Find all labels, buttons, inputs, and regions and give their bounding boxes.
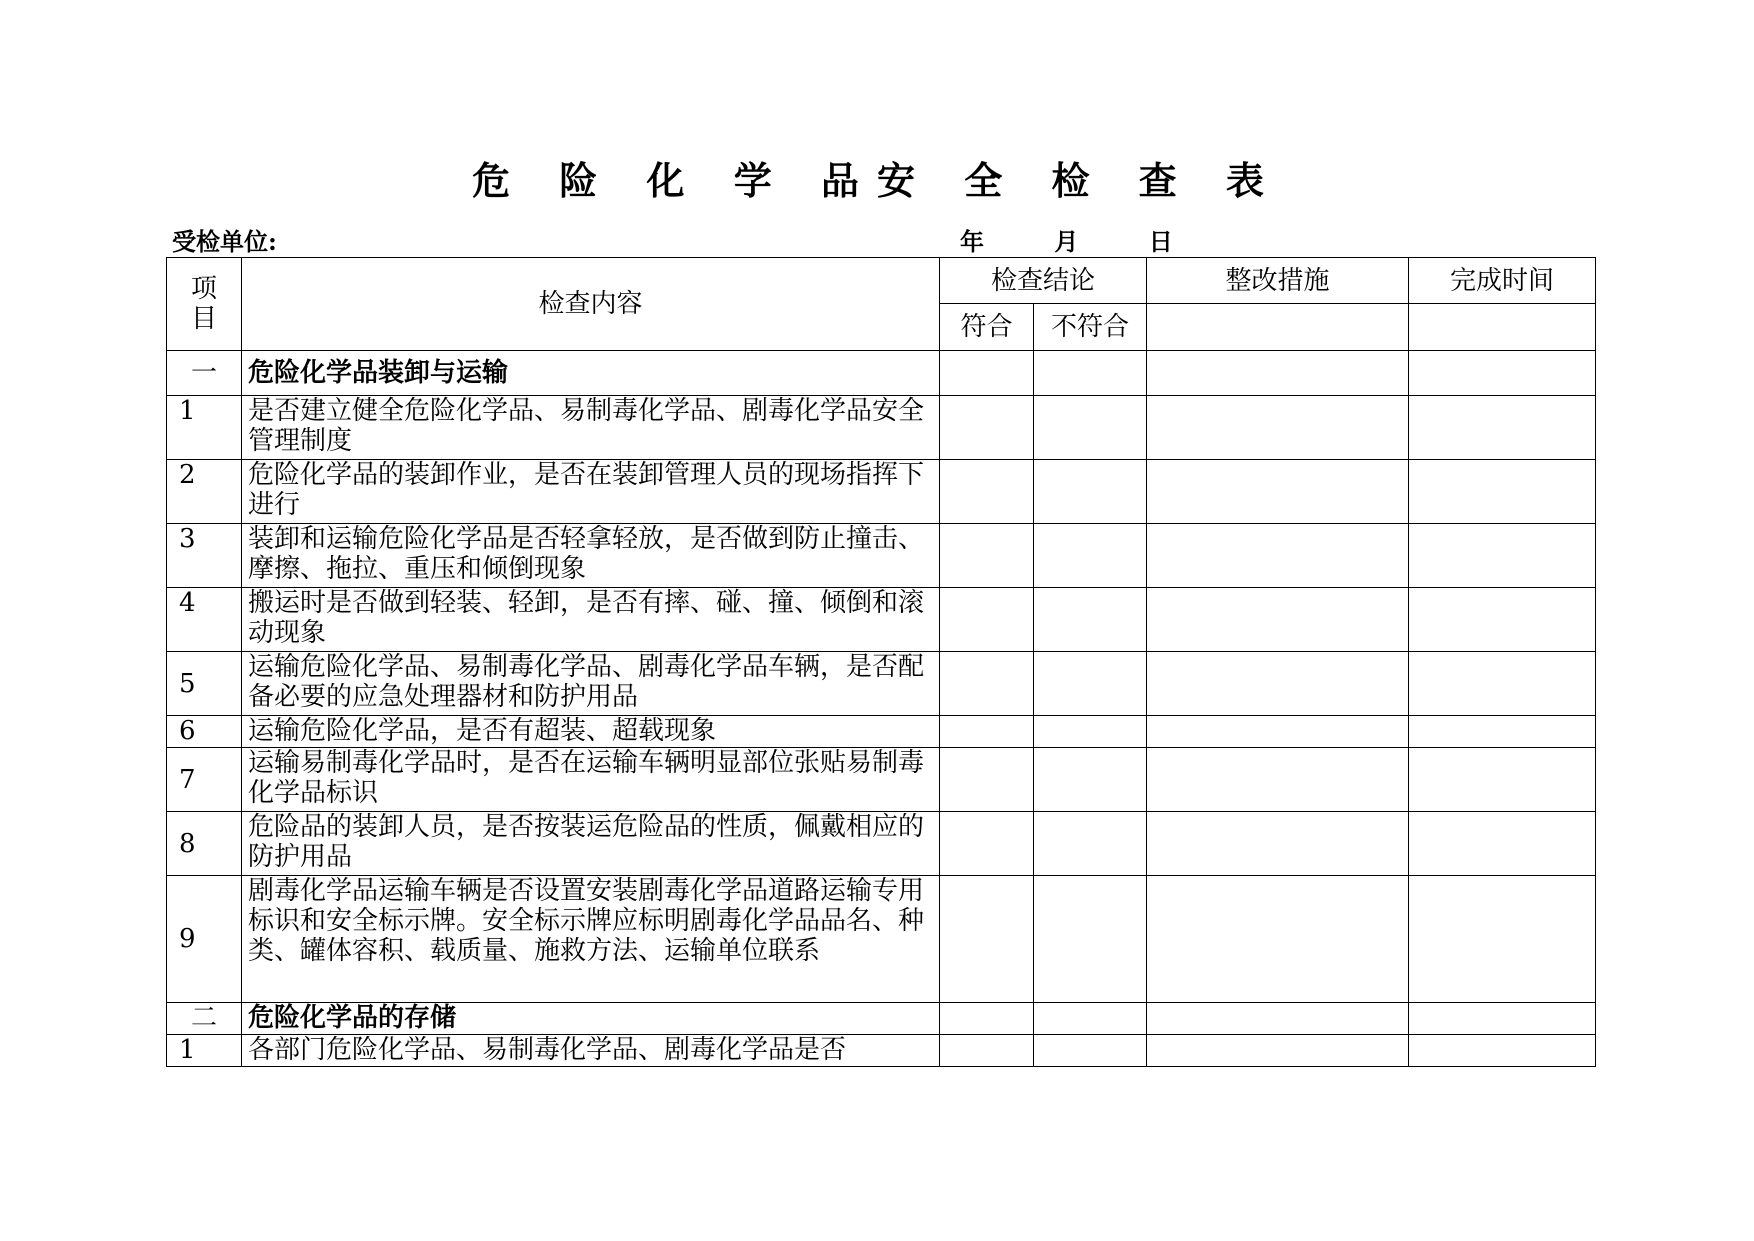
completion-time-cell[interactable] <box>1409 812 1596 876</box>
completion-time-cell[interactable] <box>1409 1035 1596 1067</box>
header-item <box>167 258 242 351</box>
header-completion-blank <box>1409 304 1596 351</box>
section-number: 二 <box>167 1003 242 1035</box>
nonconform-cell[interactable] <box>1034 1003 1147 1035</box>
table-row <box>167 524 1596 588</box>
nonconform-cell[interactable] <box>1034 524 1147 588</box>
row-number: 1 <box>167 396 242 460</box>
completion-time-cell[interactable] <box>1409 588 1596 652</box>
header-rectification-blank <box>1147 304 1409 351</box>
row-number: 5 <box>167 652 242 716</box>
row-number: 9 <box>167 876 242 1003</box>
rectification-cell[interactable] <box>1147 524 1409 588</box>
conform-cell[interactable] <box>940 652 1034 716</box>
conform-cell[interactable] <box>940 351 1034 396</box>
completion-time-cell[interactable] <box>1409 652 1596 716</box>
rectification-cell[interactable] <box>1147 876 1409 1003</box>
completion-time-cell[interactable] <box>1409 351 1596 396</box>
header-conform: 符合 <box>940 304 1034 351</box>
section-title: 危险化学品装卸与运输 <box>242 351 940 396</box>
rectification-cell[interactable] <box>1147 716 1409 748</box>
nonconform-cell[interactable] <box>1034 876 1147 1003</box>
nonconform-cell[interactable] <box>1034 460 1147 524</box>
table-row <box>167 396 1596 460</box>
rectification-cell[interactable] <box>1147 748 1409 812</box>
nonconform-cell[interactable] <box>1034 351 1147 396</box>
header-content: 检查内容 <box>242 258 940 351</box>
rectification-cell[interactable] <box>1147 812 1409 876</box>
row-content: 危险化学品的装卸作业，是否在装卸管理人员的现场指挥下进行 <box>242 460 940 524</box>
conform-cell[interactable] <box>940 396 1034 460</box>
row-content: 运输危险化学品，是否有超装、超载现象 <box>242 716 940 748</box>
rectification-cell[interactable] <box>1147 588 1409 652</box>
conform-cell[interactable] <box>940 460 1034 524</box>
header-completion-time: 完成时间 <box>1409 258 1596 304</box>
conform-cell[interactable] <box>940 812 1034 876</box>
section-title: 危险化学品的存储 <box>242 1003 940 1035</box>
row-content: 运输危险化学品、易制毒化学品、剧毒化学品车辆，是否配备必要的应急处理器材和防护用品 <box>242 652 940 716</box>
row-number: 2 <box>167 460 242 524</box>
completion-time-cell[interactable] <box>1409 748 1596 812</box>
row-number: 7 <box>167 748 242 812</box>
conform-cell[interactable] <box>940 876 1034 1003</box>
conform-cell[interactable] <box>940 1003 1034 1035</box>
conform-cell[interactable] <box>940 524 1034 588</box>
header-item-line2: 目 <box>190 304 217 334</box>
rectification-cell[interactable] <box>1147 351 1409 396</box>
table-row <box>167 876 1596 1003</box>
row-number: 6 <box>167 716 242 748</box>
completion-time-cell[interactable] <box>1409 524 1596 588</box>
table-row <box>167 460 1596 524</box>
row-content: 各部门危险化学品、易制毒化学品、剧毒化学品是否 <box>242 1035 940 1067</box>
conform-cell[interactable] <box>940 716 1034 748</box>
row-content: 是否建立健全危险化学品、易制毒化学品、剧毒化学品安全管理制度 <box>242 396 940 460</box>
table-row <box>167 812 1596 876</box>
row-number: 3 <box>167 524 242 588</box>
section-row <box>167 351 1596 396</box>
row-number: 8 <box>167 812 242 876</box>
nonconform-cell[interactable] <box>1034 748 1147 812</box>
conform-cell[interactable] <box>940 748 1034 812</box>
row-number: 4 <box>167 588 242 652</box>
completion-time-cell[interactable] <box>1409 876 1596 1003</box>
table-row <box>167 716 1596 748</box>
row-number: 1 <box>167 1035 242 1067</box>
row-content: 危险品的装卸人员，是否按装运危险品的性质，佩戴相应的防护用品 <box>242 812 940 876</box>
date-line <box>960 222 1209 257</box>
date-year: 年 <box>960 227 984 256</box>
nonconform-cell[interactable] <box>1034 588 1147 652</box>
completion-time-cell[interactable] <box>1409 396 1596 460</box>
table-row <box>167 652 1596 716</box>
header-item-line1: 项 <box>190 274 217 304</box>
nonconform-cell[interactable] <box>1034 812 1147 876</box>
row-content: 运输易制毒化学品时，是否在运输车辆明显部位张贴易制毒化学品标识 <box>242 748 940 812</box>
row-content: 剧毒化学品运输车辆是否设置安装剧毒化学品道路运输专用标识和安全标示牌。安全标示牌应标明剧毒化学品品名、种类、罐体容积、载质量、施救方法、运输单位联系 <box>242 876 940 1003</box>
rectification-cell[interactable] <box>1147 652 1409 716</box>
inspected-unit-label: 受检单位: <box>172 227 277 256</box>
rectification-cell[interactable] <box>1147 1035 1409 1067</box>
completion-time-cell[interactable] <box>1409 716 1596 748</box>
completion-time-cell[interactable] <box>1409 460 1596 524</box>
nonconform-cell[interactable] <box>1034 1035 1147 1067</box>
rectification-cell[interactable] <box>1147 1003 1409 1035</box>
completion-time-cell[interactable] <box>1409 1003 1596 1035</box>
row-content: 装卸和运输危险化学品是否轻拿轻放，是否做到防止撞击、摩擦、拖拉、重压和倾倒现象 <box>242 524 940 588</box>
nonconform-cell[interactable] <box>1034 396 1147 460</box>
table-row <box>167 748 1596 812</box>
conform-cell[interactable] <box>940 588 1034 652</box>
row-content: 搬运时是否做到轻装、轻卸，是否有摔、碰、撞、倾倒和滚动现象 <box>242 588 940 652</box>
rectification-cell[interactable] <box>1147 396 1409 460</box>
inspection-table <box>166 257 1596 1067</box>
nonconform-cell[interactable] <box>1034 716 1147 748</box>
date-month: 月 <box>1054 227 1079 256</box>
section-row <box>167 1003 1596 1035</box>
header-nonconform: 不符合 <box>1034 304 1147 351</box>
section-number: 一 <box>167 351 242 396</box>
header-conclusion: 检查结论 <box>940 258 1147 304</box>
date-day: 日 <box>1148 227 1173 256</box>
page-title: 危 险 化 学 品安 全 检 查 表 <box>472 158 1282 203</box>
table-row <box>167 588 1596 652</box>
rectification-cell[interactable] <box>1147 460 1409 524</box>
nonconform-cell[interactable] <box>1034 652 1147 716</box>
conform-cell[interactable] <box>940 1035 1034 1067</box>
header-rectification: 整改措施 <box>1147 258 1409 304</box>
table-row <box>167 1035 1596 1067</box>
